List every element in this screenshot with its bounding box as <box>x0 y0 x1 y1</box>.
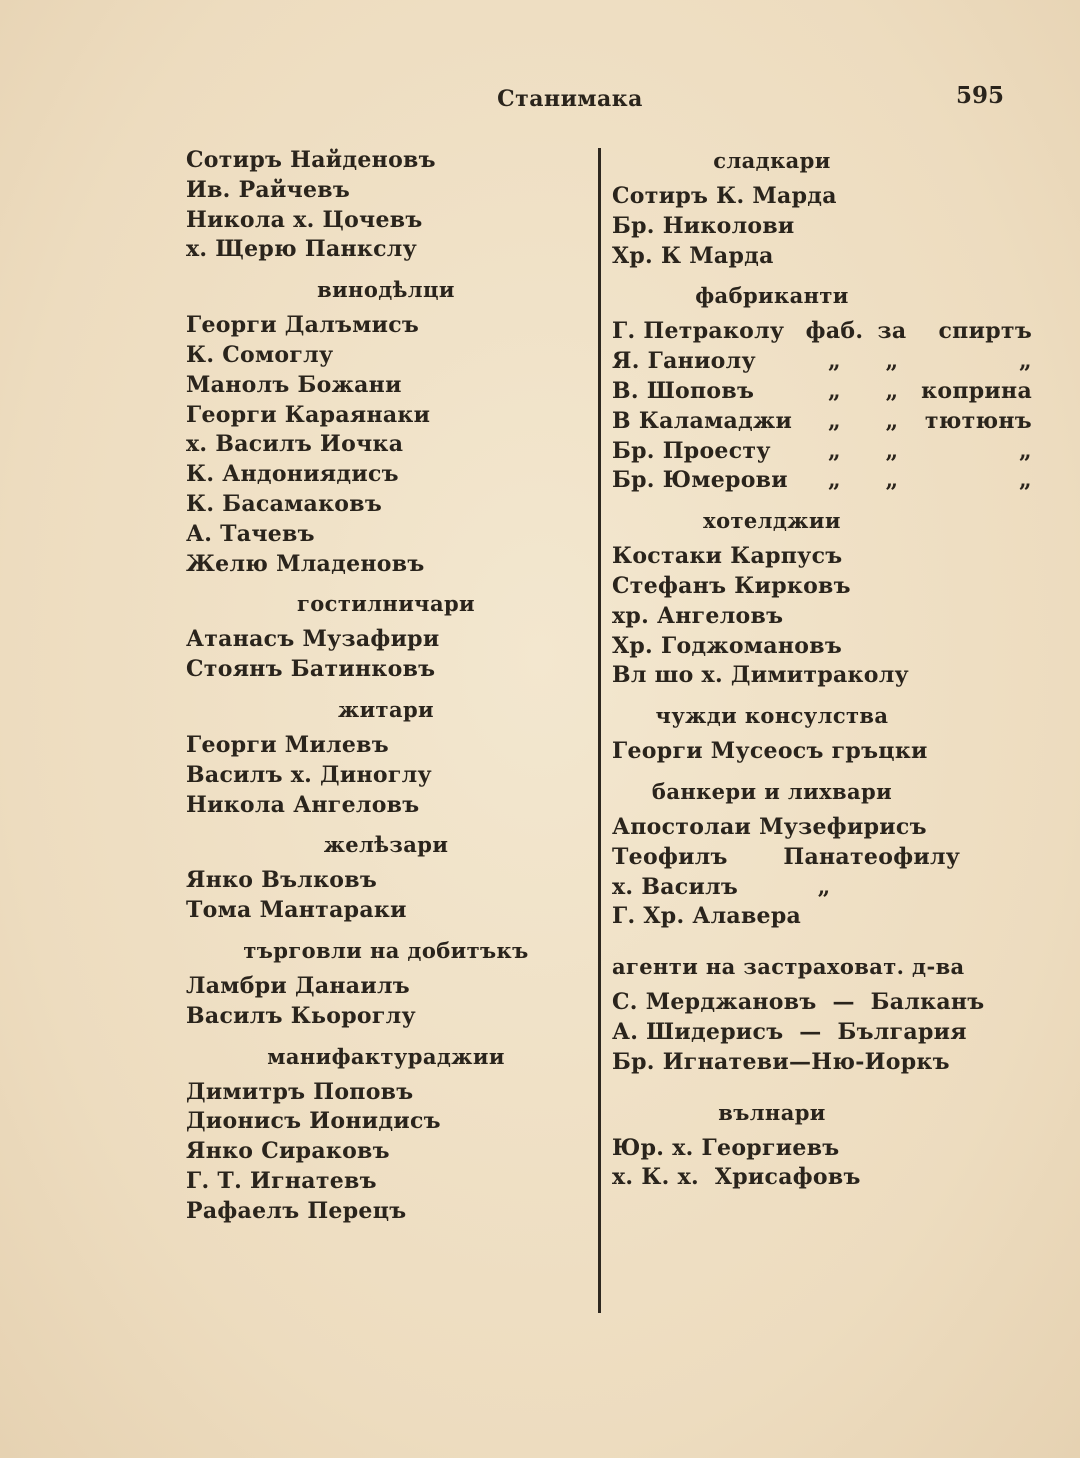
list-item: Костаки Карпусъ <box>612 543 843 570</box>
list-item: х. Василъ „ <box>612 873 831 900</box>
list-item: Дионисъ Ионидисъ <box>186 1108 441 1135</box>
list-item: Сотиръ Найденовъ <box>186 147 436 173</box>
list-item: Бр. Николови <box>612 212 795 239</box>
list-item: Теофилъ Панатеофилу <box>612 843 961 870</box>
ditto-cell: „ <box>828 437 841 464</box>
page-number: 595 <box>955 82 1004 109</box>
list-item: Рафаелъ Перецъ <box>186 1197 407 1224</box>
product-cell: „ <box>1019 437 1032 464</box>
section-heading-insurance-agents: агенти на застраховат. д-ва <box>612 954 965 980</box>
product-cell: тютюнъ <box>924 407 1032 434</box>
list-item: Хр. К Марда <box>612 242 774 269</box>
list-item: С. Мерджановъ — Балканъ <box>612 989 985 1016</box>
textile-merchants-list <box>186 1078 586 1227</box>
product-cell: коприна <box>921 377 1032 404</box>
list-item: Георги Далъмисъ <box>186 312 420 339</box>
product-cell: „ <box>1019 467 1032 494</box>
column-divider <box>598 148 601 1313</box>
ditto-cell: „ <box>828 377 841 404</box>
section-heading-grain-traders: житари <box>337 696 435 722</box>
hoteliers-list <box>612 542 1032 691</box>
list-item: х. Василъ Иочка <box>186 431 404 458</box>
list-item: Янко Вълковъ <box>186 867 378 894</box>
confectioners-list <box>612 182 1032 271</box>
grain-traders-list <box>186 731 586 820</box>
list-item: Юр. х. Георгиевъ <box>612 1134 840 1161</box>
section-heading-innkeepers: гостилничари <box>296 591 476 617</box>
table-row <box>612 377 1032 407</box>
list-item: Г. Т. Игнатевъ <box>186 1167 377 1194</box>
list-item: Г. Хр. Алавера <box>612 903 802 930</box>
ditto-cell: „ <box>885 437 899 464</box>
list-item: Георги Милевъ <box>186 731 389 758</box>
list-item: Ив. Райчевъ <box>186 176 351 203</box>
list-item: Желю Младеновъ <box>186 550 425 577</box>
section-heading-consulates: чужди консулства <box>655 703 889 729</box>
ditto-cell: фаб. <box>805 318 864 345</box>
table-row <box>612 437 1032 467</box>
list-item: Сотиръ К. Марда <box>612 183 837 209</box>
ditto-cell: „ <box>885 377 899 404</box>
section-heading-confectioners: сладкари <box>713 148 831 173</box>
cattle-traders-list <box>186 972 586 1032</box>
manufacturers-table <box>612 317 1032 496</box>
list-item: х. Щерю Панкслу <box>186 236 417 263</box>
list-item: Стоянъ Батинковъ <box>186 656 436 683</box>
list-item: Апостолаи Музефирисъ <box>612 813 927 840</box>
section-heading-manufacturers: фабриканти <box>695 283 849 309</box>
list-item: х. К. х. Хрисафовъ <box>612 1164 861 1191</box>
manufacturer-name: В Каламаджи <box>612 407 793 434</box>
list-item: Димитръ Поповъ <box>186 1078 414 1105</box>
spacer <box>612 1078 1032 1088</box>
list-item: Георги Мусеосъ гръцки <box>612 738 928 765</box>
table-row <box>612 317 1032 347</box>
ditto-cell: „ <box>885 467 899 494</box>
section-heading-ironmongers: желѣзари <box>323 832 449 858</box>
spacer <box>612 932 1032 942</box>
product-cell: „ <box>1019 348 1032 375</box>
ditto-cell: „ <box>828 348 841 375</box>
section-heading-textile-merchants: манифактураджии <box>267 1043 505 1069</box>
manufacturer-name: Бр. Юмерови <box>612 467 788 494</box>
left-column <box>186 146 586 1227</box>
ditto-cell: за <box>877 318 907 345</box>
product-cell: спиртъ <box>938 318 1032 345</box>
section-heading-bankers: банкери и лихвари <box>651 778 893 804</box>
list-item: Ламбри Данаилъ <box>186 972 410 999</box>
consulates-list <box>612 737 1032 767</box>
table-row <box>612 407 1032 437</box>
table-row <box>612 466 1032 496</box>
list-item: Никола х. Цочевъ <box>186 206 423 233</box>
ditto-cell: „ <box>885 407 899 434</box>
list-item: Хр. Годжомановъ <box>612 632 842 659</box>
section-heading-hoteliers: хотелджии <box>703 508 841 534</box>
bankers-list <box>612 813 1032 932</box>
section-heading-cattle-traders: търговли на добитъкъ <box>243 937 529 963</box>
insurance-agents-list <box>612 988 1032 1077</box>
list-item: Василъ Кьороглу <box>186 1002 416 1029</box>
list-item: Стефанъ Кирковъ <box>612 572 851 599</box>
list-item: Янко Сираковъ <box>186 1138 390 1165</box>
list-item: Манолъ Божани <box>186 371 402 398</box>
ditto-cell: „ <box>828 407 841 434</box>
ironmongers-list <box>186 866 586 926</box>
list-item: А. Шидерисъ — България <box>612 1018 967 1045</box>
winemakers-list <box>186 311 586 579</box>
list-item: А. Тачевъ <box>186 520 315 547</box>
manufacturer-name: Я. Ганиолу <box>612 348 756 375</box>
list-item: Вл шо х. Димитраколу <box>612 662 909 689</box>
right-column <box>612 146 1032 1193</box>
manufacturer-name: Бр. Проесту <box>612 437 771 464</box>
ditto-cell: „ <box>885 348 899 375</box>
manufacturer-name: Г. Петраколу <box>612 318 785 345</box>
list-item: К. Басамаковъ <box>186 490 383 517</box>
table-row <box>612 347 1032 377</box>
intro-list <box>186 146 586 265</box>
list-item: К. Андониядисъ <box>186 461 399 488</box>
list-item: Бр. Игнатеви—Ню-Иоркъ <box>612 1048 950 1075</box>
section-heading-wool-traders: вълнари <box>718 1099 826 1125</box>
innkeepers-list <box>186 625 586 685</box>
list-item: Василъ х. Диноглу <box>186 761 432 788</box>
list-item: Никола Ангеловъ <box>186 791 420 818</box>
list-item: К. Сомоглу <box>186 341 334 368</box>
ditto-cell: „ <box>828 467 841 494</box>
list-item: хр. Ангеловъ <box>612 602 784 629</box>
list-item: Атанасъ Музафири <box>186 626 440 653</box>
page-title: Станимака <box>497 86 643 112</box>
manufacturer-name: В. Шоповъ <box>612 377 755 404</box>
section-heading-winemakers: винодѣлци <box>317 277 455 303</box>
list-item: Георги Караянаки <box>186 401 431 428</box>
wool-traders-list <box>612 1134 1032 1194</box>
list-item: Тома Мантараки <box>186 897 407 924</box>
